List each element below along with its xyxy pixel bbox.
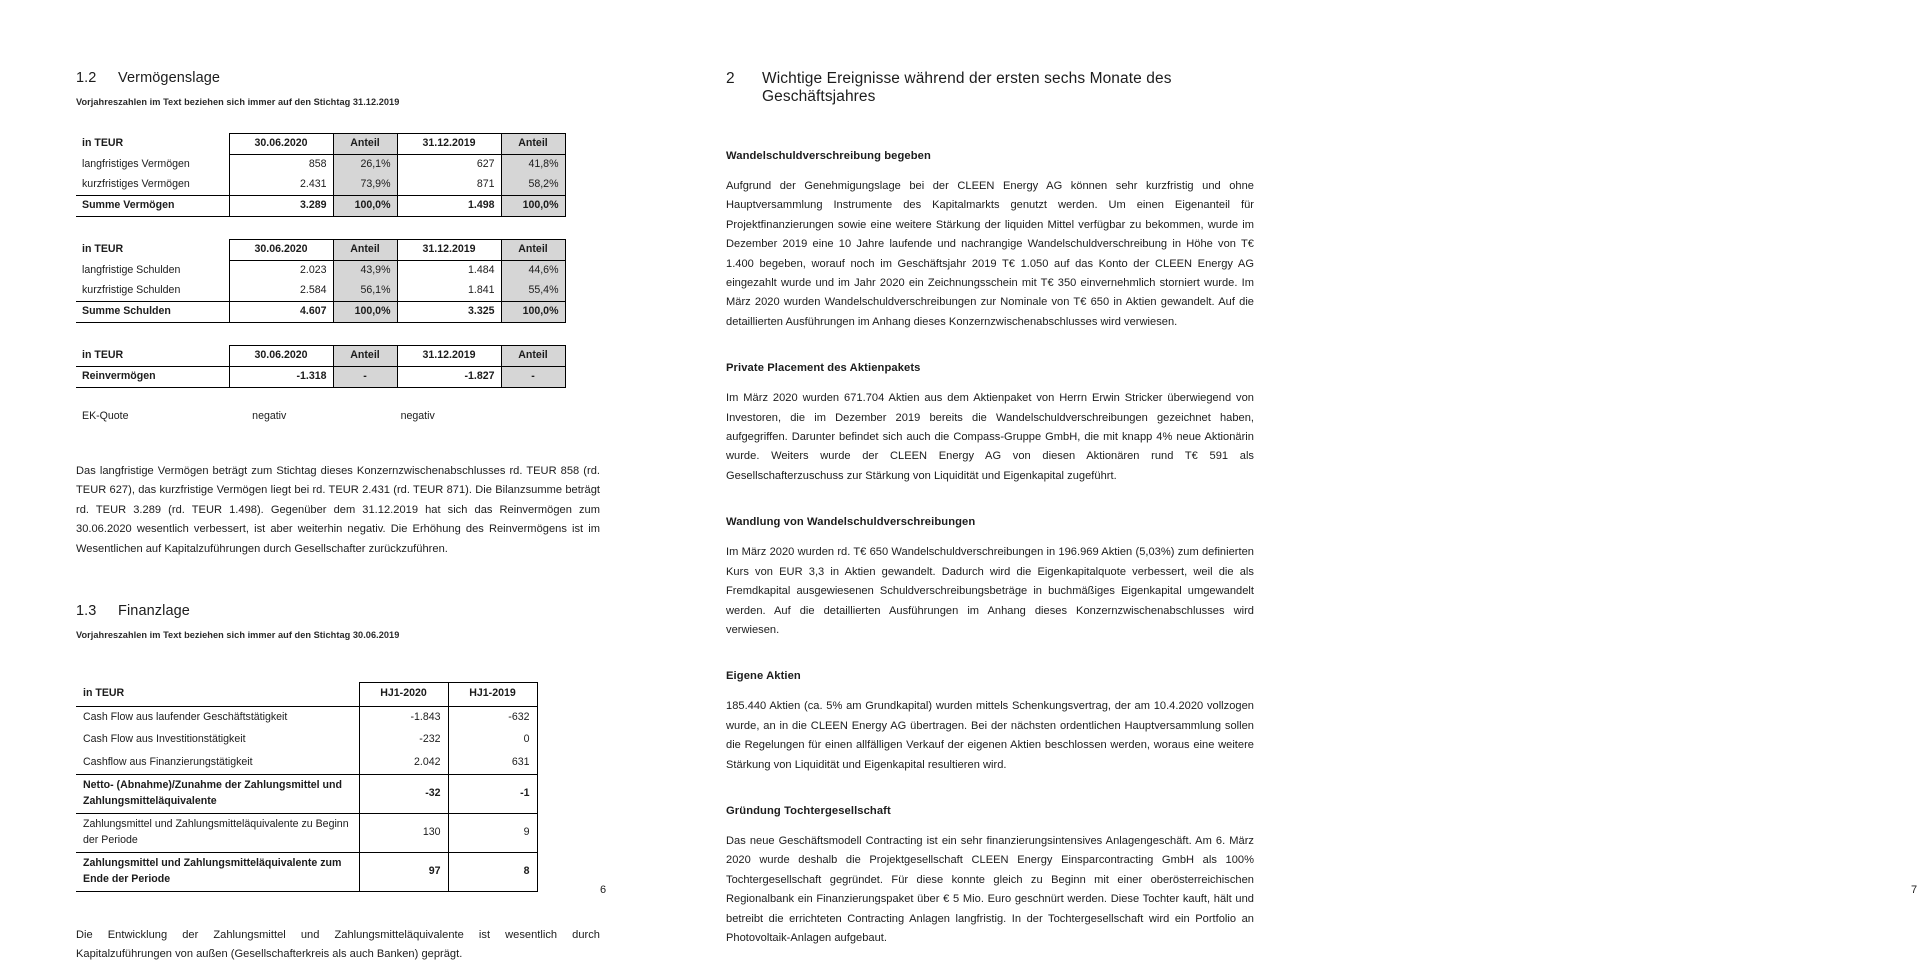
cell-header-share1: Anteil	[333, 240, 397, 261]
cell-share: 56,1%	[333, 281, 397, 302]
subheading-wandlung: Wandlung von Wandelschuldverschreibungen	[726, 516, 976, 529]
note-vermoegenslage: Vorjahreszahlen im Text beziehen sich immer auf den Stichtag 31.12.2019	[76, 97, 400, 107]
table-row	[76, 814, 537, 853]
cell-share: 41,8%	[501, 155, 565, 176]
cell-share: 44,6%	[501, 261, 565, 282]
cell-share: 26,1%	[333, 155, 397, 176]
paragraph-wandlung: Im März 2020 wurden rd. T€ 650 Wandelschuldverschreibungen in 196.969 Aktien (5,03%) zum definierten Kurs von EUR 3,3 in Aktien gewandelt. Dadurch wird die Eigenkapitalquote verbessert, weil die als Fremdkapital ausgewiesenen Schuldverschreibungsbeträge in buchmäßiges Eigenkapital umgewandelt werden. Auf die detaillierten Ausführungen im Anhang dieses Konzernzwischenabschlusses wird verwiesen.	[726, 546, 1254, 636]
cell-header-date1: 30.06.2020	[229, 240, 333, 261]
cell-header-share1: Anteil	[333, 134, 397, 155]
cell-value: 1.484	[397, 261, 501, 282]
cell-share: 73,9%	[333, 175, 397, 196]
heading-number: 1.3	[76, 603, 97, 620]
cell-label: Summe Schulden	[76, 302, 229, 323]
paragraph-assets: Das langfristige Vermögen beträgt zum Stichtag dieses Konzernzwischenabschlusses rd. TEUR 858 (rd. TEUR 627), das kurzfristige Vermögen liegt bei rd. TEUR 2.431 (rd. TEUR 871). Die Bilanzsumme beträgt rd. TEUR 3.289 (rd. TEUR 1.498). Gegenüber dem 31.12.2019 hat sich das Reinvermögen zum 30.06.2020 wesentlich verbessert, ist aber weiterhin negativ. Die Erhöhung des Reinvermögens ist im Wesentlichen auf Kapitalzuführungen durch Gesellschafter zurückzuführen.	[76, 465, 600, 555]
cell-label: Cash Flow aus laufender Geschäftstätigkeit	[83, 710, 288, 723]
cell-value: -1.318	[229, 367, 333, 388]
cell-value: 2.023	[229, 261, 333, 282]
heading-text: Finanzlage	[118, 603, 190, 620]
cell-label: Netto- (Abnahme)/Zunahme der Zahlungsmittel und Zahlungsmitteläquivalente	[76, 775, 359, 814]
cell-value: 9	[448, 814, 537, 853]
subheading-gruendung-tochtergesellschaft: Gründung Tochtergesellschaft	[726, 804, 891, 817]
heading-text: Vermögenslage	[118, 70, 221, 86]
cell-value: 130	[359, 814, 448, 853]
cell-share: 58,2%	[501, 175, 565, 196]
cell-header-label: in TEUR	[76, 134, 229, 155]
heading-number: 2	[726, 70, 735, 87]
cell-value: 3.289	[229, 196, 333, 217]
table-cashflow	[76, 682, 538, 892]
heading-number: 1.2	[76, 70, 97, 86]
page-right	[658, 0, 1917, 944]
table-row-header	[76, 683, 537, 707]
heading-finanzlage	[76, 603, 600, 619]
cell-share: -	[501, 367, 565, 388]
cell-value: -632	[448, 706, 537, 729]
cell-header-date2: 31.12.2019	[397, 134, 501, 155]
cell-value: 0	[448, 729, 537, 752]
cell-header-label: in TEUR	[76, 346, 229, 367]
cell-share: 100,0%	[501, 302, 565, 323]
table-row	[76, 706, 537, 729]
cell-value: 4.607	[229, 302, 333, 323]
cell-value: 631	[448, 752, 537, 775]
cell-header-share2: Anteil	[501, 240, 565, 261]
cell-label: Reinvermögen	[76, 367, 229, 388]
cell-share: 55,4%	[501, 281, 565, 302]
cell-header-period1: HJ1-2020	[359, 683, 448, 707]
paragraph-private-placement: Im März 2020 wurden 671.704 Aktien aus dem Aktienpaket von Herrn Erwin Stricker überwiegend von Investoren, die im Dezember 2019 bereits die Wandelschuldverschreibungen gezeichnet haben, aufgegriffen. Darunter befindet sich auch die Compass-Gruppe GmbH, die mit knapp 4% neue Aktionärin wurde. Weiters wurde der CLEEN Energy AG von diesen Aktionären rund T€ 591 als Gesellschafterzuschuss zur Stärkung von Liquidität und Eigenkapital zugeführt.	[726, 392, 1254, 482]
paragraph-cashflow: Die Entwicklung der Zahlungsmittel und Zahlungsmitteläquivalente ist wesentlich durch Kapitalzuführungen von außen (Gesellschafterkreis als auch Banken) geprägt.	[76, 929, 600, 961]
spacer	[76, 892, 600, 926]
cell-label: Zahlungsmittel und Zahlungsmitteläquivalente zu Beginn der Periode	[76, 814, 359, 853]
ek-quote-value-2: negativ	[400, 410, 435, 422]
spacer	[76, 666, 600, 682]
spacer	[76, 422, 600, 462]
cell-value: 1.498	[397, 196, 501, 217]
table-row-total	[76, 196, 565, 217]
cell-header-date2: 31.12.2019	[397, 240, 501, 261]
ek-quote-value-1: negativ	[252, 410, 287, 422]
cell-header-label: in TEUR	[76, 683, 359, 707]
spacer	[76, 589, 600, 603]
table-row	[76, 281, 565, 302]
cell-value: -32	[359, 775, 448, 814]
ek-quote-label: EK-Quote	[82, 410, 129, 422]
cell-label: langfristiges Vermögen	[76, 155, 229, 176]
table-row-header	[76, 240, 565, 261]
cell-share: 100,0%	[333, 302, 397, 323]
heading-wichtige-ereignisse	[726, 70, 1254, 106]
table-row-total	[76, 853, 537, 892]
cell-share: 100,0%	[333, 196, 397, 217]
heading-text: Wichtige Ereignisse während der ersten sechs Monate des Geschäftsjahres	[762, 70, 1172, 105]
cell-value: 627	[397, 155, 501, 176]
subheading-wandelschuldverschreibung: Wandelschuldverschreibung begeben	[726, 150, 931, 162]
paragraph-eigene-aktien: 185.440 Aktien (ca. 5% am Grundkapital) wurden mittels Schenkungsvertrag, der am 10.4.2020 vollzogen wurde, an in die CLEEN Energy AG übertragen. Bei der nächsten ordentlichen Hauptversammlung sollen die Regelungen für einen allfälligen Verkauf der eigenen Aktien beschlossen werden, woraus eine weitere Stärkung von Liquidität und Eigenkapital resultieren wird.	[726, 700, 1254, 771]
cell-value: 2.584	[229, 281, 333, 302]
cell-header-date1: 30.06.2020	[229, 346, 333, 367]
page-number-left: 6	[600, 884, 607, 896]
table-row-header	[76, 134, 565, 155]
subheading-eigene-aktien: Eigene Aktien	[726, 670, 801, 683]
cell-header-label: in TEUR	[76, 240, 229, 261]
cell-value: 2.042	[359, 752, 448, 775]
table-row	[76, 752, 537, 775]
cell-label: Cash Flow aus Investitionstätigkeit	[83, 733, 246, 746]
cell-label: kurzfristige Schulden	[76, 281, 229, 302]
cell-label: Zahlungsmittel und Zahlungsmitteläquivalente zum Ende der Periode	[76, 853, 359, 892]
table-row-total	[76, 302, 565, 323]
paragraph-wandelschuldverschreibung: Aufgrund der Genehmigungslage bei der CLEEN Energy AG können sehr kurzfristig und ohne Hauptversammlung Instrumente des Kapitalmarkts genutzt werden. Um einen Eigenanteil für Projektfinanzierungen sowie eine weitere Stärkung der liquiden Mittel verfügbar zu bekommen, wurde im Dezember 2019 eine 10 Jahre laufende und nachrangige Wandelschuldverschreibung in Höhe von T€ 1.400 begeben, worauf noch im Geschäftsjahr 2019 T€ 1.050 auf das Konto der CLEEN Energy AG eingezahlt wurde und im Jahr 2020 ein Zeichnungsschein mit T€ 350 einvernehmlich storniert wurde. Im März 2020 wurden Wandelschuldverschreibungen zur Nominale von T€ 650 in Aktien gewandelt. Auf die detaillierten Ausführungen im Anhang dieses Konzernzwischenabschlusses wird verwiesen.	[726, 180, 1254, 328]
cell-label: kurzfristiges Vermögen	[76, 175, 229, 196]
table-row	[76, 729, 537, 752]
cell-share: 43,9%	[333, 261, 397, 282]
cell-value: -1.827	[397, 367, 501, 388]
table-assets	[76, 133, 566, 217]
cell-value: 858	[229, 155, 333, 176]
table-row-header	[76, 346, 565, 367]
table-row-total	[76, 367, 565, 388]
cell-header-share2: Anteil	[501, 134, 565, 155]
cell-header-period2: HJ1-2019	[448, 683, 537, 707]
cell-value: 871	[397, 175, 501, 196]
page-number-right: 7	[1911, 884, 1917, 896]
table-row	[76, 261, 565, 282]
cell-value: 8	[448, 853, 537, 892]
cell-share: 100,0%	[501, 196, 565, 217]
cell-label: Cashflow aus Finanzierungstätigkeit	[83, 755, 253, 768]
cell-header-date2: 31.12.2019	[397, 346, 501, 367]
cell-header-share1: Anteil	[333, 346, 397, 367]
cell-header-share2: Anteil	[501, 346, 565, 367]
table-row-subtotal	[76, 775, 537, 814]
table-liabilities	[76, 239, 566, 323]
cell-value: 1.841	[397, 281, 501, 302]
table-row	[76, 175, 565, 196]
note-finanzlage: Vorjahreszahlen im Text beziehen sich immer auf den Stichtag 30.06.2019	[76, 630, 400, 641]
heading-vermoegenslage	[76, 70, 600, 86]
cell-value: -1.843	[359, 706, 448, 729]
cell-header-date1: 30.06.2020	[229, 134, 333, 155]
page-left	[0, 0, 658, 961]
cell-value: 97	[359, 853, 448, 892]
subheading-private-placement: Private Placement des Aktienpakets	[726, 362, 921, 375]
ek-quote-row	[76, 410, 549, 422]
table-equity	[76, 345, 566, 388]
cell-share: -	[333, 367, 397, 388]
table-row	[76, 155, 565, 176]
paragraph-gruendung-tochtergesellschaft: Das neue Geschäftsmodell Contracting ist ein sehr finanzierungsintensives Anlagengeschäft. Am 6. März 2020 wurde deshalb die Projektgesellschaft CLEEN Energy Einsparcontracting GmbH als 100% Tochtergesellschaft gegründet. Für diese konnte gleich zu Beginn mit einer oberösterreichischen Regionalbank ein Finanzierungspaket über € 5 Mio. Euro geschnürt werden. Diese Tochter kauft, hält und betreibt die errichteten Contracting Anlagen langfristig. In der Tochtergesellschaft wird ein Portfolio an Photovoltaik-Anlagen aufgebaut.	[726, 834, 1254, 944]
cell-value: 2.431	[229, 175, 333, 196]
cell-value: 3.325	[397, 302, 501, 323]
cell-label: Summe Vermögen	[76, 196, 229, 217]
cell-value: -1	[448, 775, 537, 814]
cell-label: langfristige Schulden	[76, 261, 229, 282]
cell-value: -232	[359, 729, 448, 752]
